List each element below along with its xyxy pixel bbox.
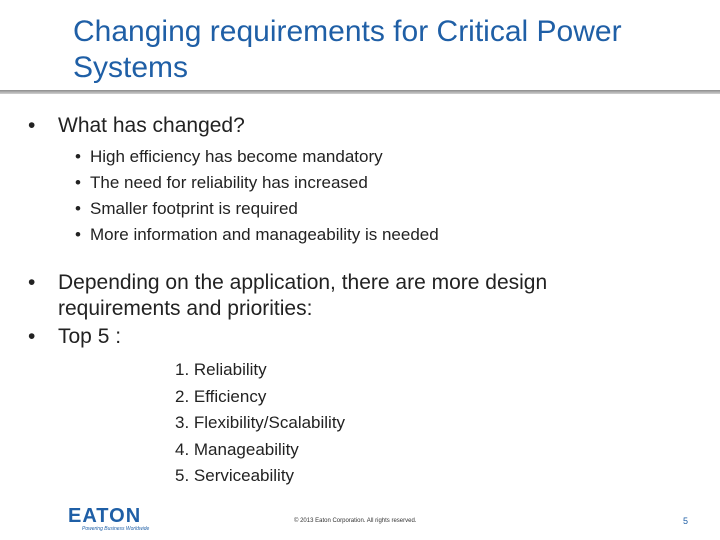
top5-item: 2. Efficiency [175, 386, 267, 406]
slide-title: Changing requirements for Critical Power Systems [73, 15, 622, 84]
bullet-dot: • [28, 271, 36, 294]
bullet-dot: • [28, 325, 36, 348]
sub-bullet-text: More information and manageability is needed [90, 225, 439, 244]
sub-bullet-item [75, 144, 698, 170]
sub-bullet-dot: • [75, 147, 81, 166]
sub-bullet-text: The need for reliability has increased [90, 173, 368, 192]
copyright-footer: © 2013 Eaton Corporation. All rights reserved. [294, 518, 417, 524]
top5-item: 4. Manageability [175, 439, 299, 459]
eaton-logo [68, 506, 152, 534]
requirements-section [28, 270, 698, 350]
sub-bullet-item [75, 196, 698, 222]
sub-bullet-dot: • [75, 173, 81, 192]
bullet-text: Top 5 : [58, 325, 122, 348]
sub-bullet-list [75, 144, 698, 248]
top5-item: 5. Serviceability [175, 466, 295, 485]
top5-list [175, 357, 345, 490]
sub-bullet-item [75, 170, 698, 196]
bullet-text: Depending on the application, there are more design requirements and priorities: [58, 271, 548, 320]
top5-item: 3. Flexibility/Scalability [175, 413, 346, 432]
bullet-design-requirements [28, 270, 698, 322]
top5-item: 1. Reliability [175, 360, 267, 379]
logo-tagline: Powering Business Worldwide [82, 526, 150, 532]
bullet-text: What has changed? [58, 114, 245, 137]
sub-bullet-text: High efficiency has become mandatory [90, 147, 383, 166]
sub-bullet-item [75, 222, 698, 248]
sub-bullet-text: Smaller footprint is required [90, 199, 298, 218]
page-number: 5 [683, 516, 689, 526]
title-divider [0, 90, 720, 94]
bullet-dot: • [28, 114, 36, 137]
logo-wordmark: EATON [68, 505, 142, 527]
sub-bullet-dot: • [75, 199, 81, 218]
bullet-top5 [28, 324, 698, 350]
bullet-what-changed [28, 113, 698, 139]
sub-bullet-dot: • [75, 225, 81, 244]
what-changed-section [28, 113, 698, 248]
